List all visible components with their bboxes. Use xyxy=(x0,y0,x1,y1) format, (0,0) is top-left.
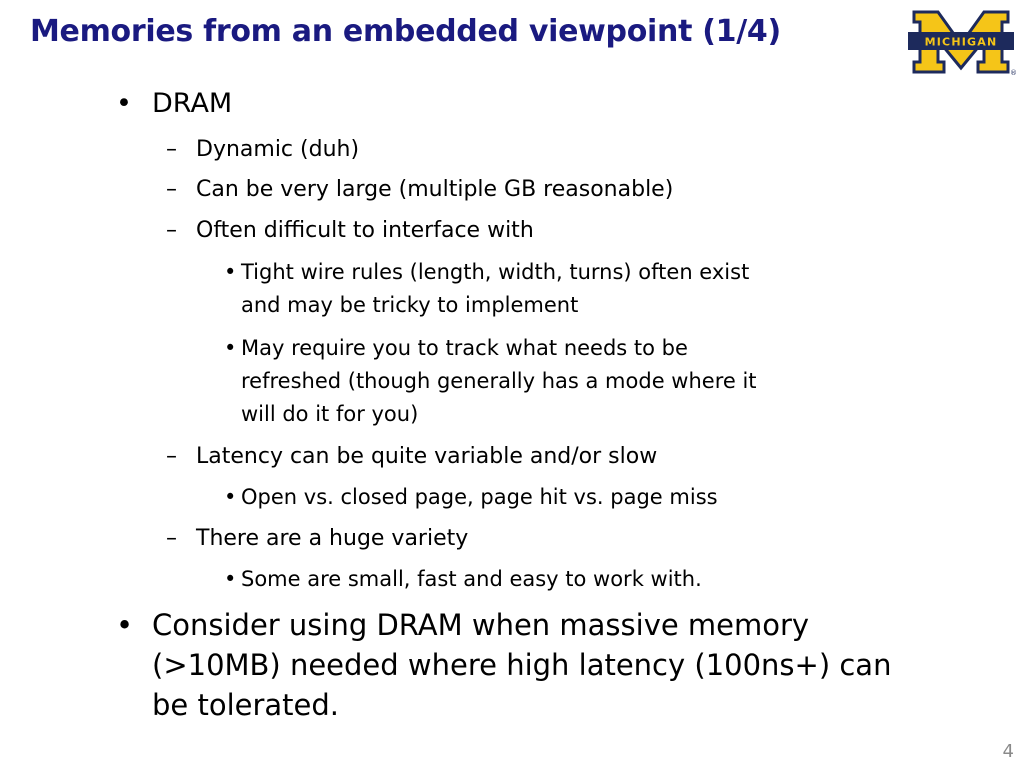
sub-dynamic: Dynamic (duh) xyxy=(196,137,360,162)
subsub-page-hit: Open vs. closed page, page hit vs. page miss xyxy=(241,485,718,509)
sub-large: Can be very large (multiple GB reasonable) xyxy=(196,177,674,202)
bullet-marker: • xyxy=(224,260,237,284)
dash-marker: – xyxy=(166,444,177,469)
subsub-refresh-line2: refreshed (though generally has a mode where it xyxy=(241,369,757,393)
bullet-consider-line2: (>10MB) needed where high latency (100ns+) can xyxy=(152,648,892,682)
subsub-refresh-line3: will do it for you) xyxy=(241,402,419,426)
bullet-marker: • xyxy=(224,336,237,360)
bullet-marker: • xyxy=(116,608,134,642)
bullet-consider-line1: Consider using DRAM when massive memory xyxy=(152,608,810,642)
dash-marker: – xyxy=(166,526,177,551)
slide-title: Memories from an embedded viewpoint (1/4) xyxy=(30,14,781,49)
bullet-marker: • xyxy=(224,485,237,509)
dash-marker: – xyxy=(166,177,177,202)
bullet-dram: DRAM xyxy=(152,88,233,119)
dash-marker: – xyxy=(166,218,177,243)
registered-mark: ® xyxy=(1010,69,1017,77)
subsub-wire-rules-line1: Tight wire rules (length, width, turns) often exist xyxy=(241,260,750,284)
sub-difficult: Often difficult to interface with xyxy=(196,218,534,243)
sub-latency: Latency can be quite variable and/or slow xyxy=(196,444,658,469)
subsub-wire-rules-line2: and may be tricky to implement xyxy=(241,293,579,317)
page-number: 4 xyxy=(1002,741,1014,762)
dash-marker: – xyxy=(166,137,177,162)
michigan-banner-text: MICHIGAN xyxy=(924,35,998,49)
subsub-refresh-line1: May require you to track what needs to be xyxy=(241,336,688,360)
sub-variety: There are a huge variety xyxy=(196,526,469,551)
subsub-small-fast: Some are small, fast and easy to work with. xyxy=(241,567,702,591)
bullet-marker: • xyxy=(224,567,237,591)
bullet-consider-line3: be tolerated. xyxy=(152,688,340,722)
bullet-marker: • xyxy=(116,88,132,119)
